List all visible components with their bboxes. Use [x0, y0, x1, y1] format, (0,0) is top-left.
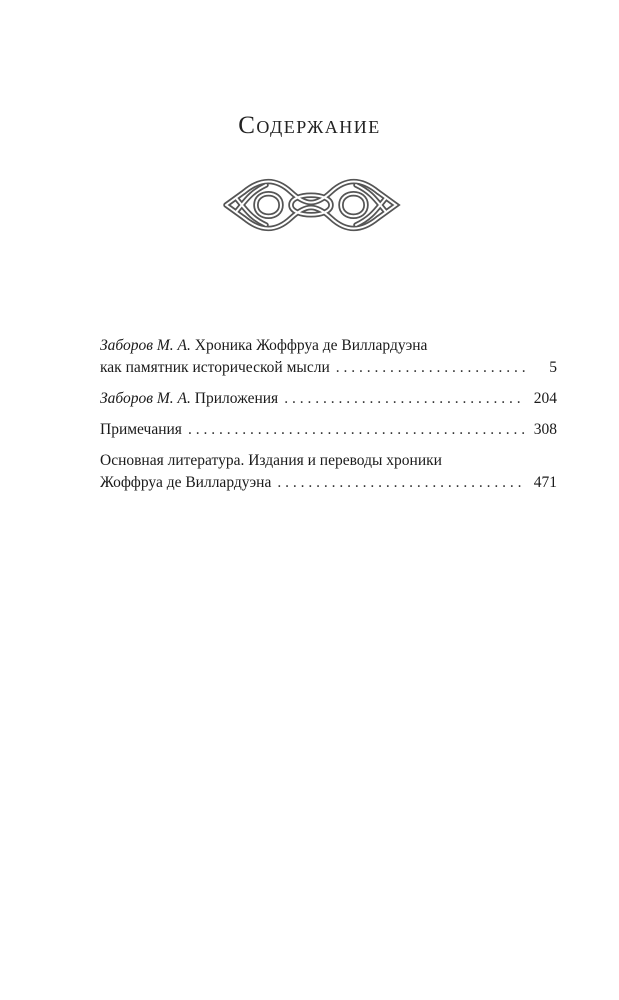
toc-entry-title — [100, 388, 278, 410]
toc-page-number: 471 — [533, 474, 557, 491]
toc-entry-chronicle[interactable] — [100, 335, 557, 379]
leader-dots — [188, 419, 525, 441]
toc-entry-appendices[interactable] — [100, 388, 557, 410]
toc-page-number: 308 — [533, 421, 557, 438]
leader-dots — [336, 357, 525, 379]
toc-title-text: Жоффруа де Виллардуэна — [100, 474, 272, 491]
toc-entry-title — [100, 335, 427, 357]
toc-title-text: Приложения — [190, 390, 279, 407]
table-of-contents — [100, 335, 557, 503]
toc-entry-line — [100, 335, 557, 357]
toc-entry-line — [100, 357, 557, 379]
toc-entry-notes[interactable] — [100, 419, 557, 441]
toc-entry-bibliography[interactable] — [100, 450, 557, 494]
toc-title-text: Примечания — [100, 421, 182, 438]
toc-author: Заборов М. А. — [100, 390, 191, 407]
page-title: Содержание — [238, 112, 381, 139]
toc-entry-line — [100, 388, 557, 410]
toc-title-text: как памятник исторической мысли — [100, 359, 330, 376]
toc-entry-line — [100, 419, 557, 441]
toc-title-text: Хроника Жоффруа де Виллардуэна — [190, 337, 428, 354]
celtic-knot-ornament-icon — [216, 170, 406, 240]
toc-page-number: 204 — [533, 390, 557, 407]
leader-dots — [284, 388, 525, 410]
toc-author: Заборов М. А. — [100, 337, 191, 354]
toc-title-text: Основная литература. Издания и переводы хроники — [100, 452, 442, 469]
toc-page-number: 5 — [549, 359, 557, 376]
leader-dots — [277, 472, 525, 494]
toc-entry-line — [100, 450, 557, 472]
toc-entry-line — [100, 472, 557, 494]
